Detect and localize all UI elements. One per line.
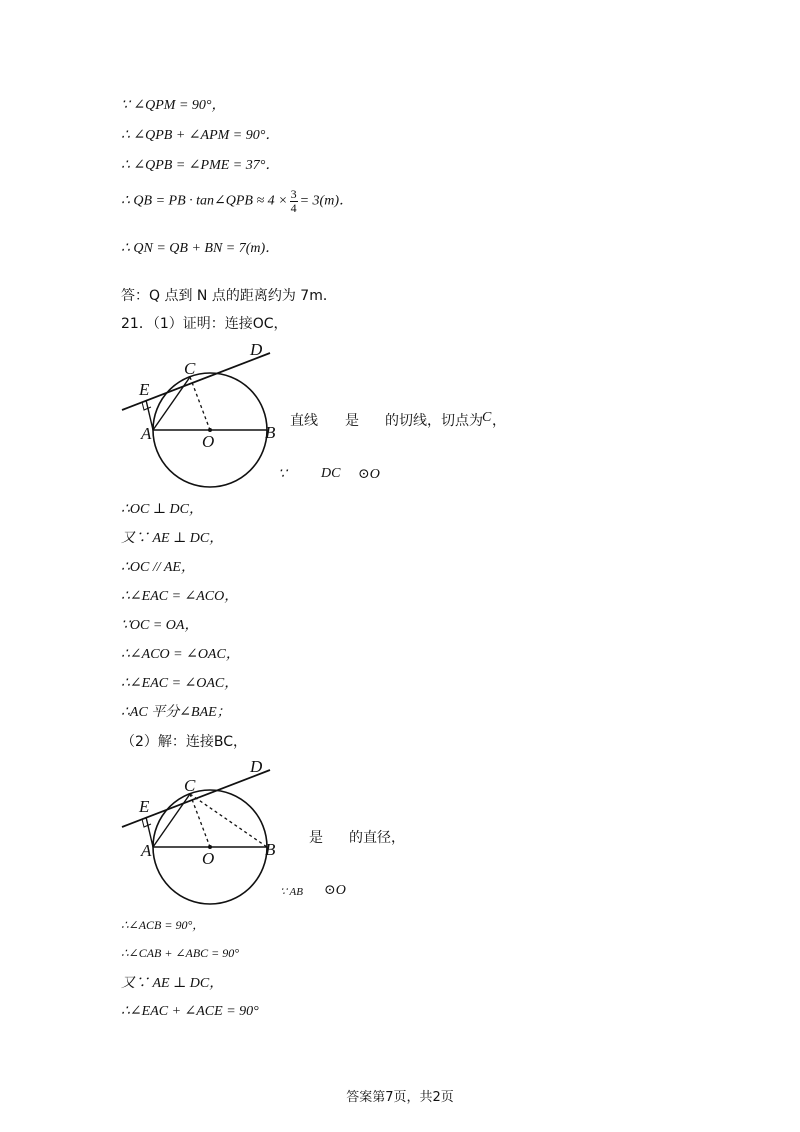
segment-ac	[153, 794, 190, 847]
figure2-text-c: ∵ AB	[280, 886, 303, 898]
page-footer: 答案第7页，共2页	[346, 1090, 454, 1105]
label-o: O	[202, 849, 215, 868]
figure1-text-c: 的切线，切点为	[385, 413, 483, 429]
label-e: E	[139, 797, 150, 816]
figure1-text-b: 是	[345, 413, 359, 429]
label-c: C	[184, 776, 196, 795]
geometry-figure-1	[110, 340, 290, 500]
figure2-text-d: ⊙O	[324, 883, 346, 898]
fraction	[290, 188, 298, 215]
figure1-text-g: DC	[321, 466, 341, 481]
label-b: B	[265, 840, 276, 859]
dashed-bc	[190, 794, 267, 847]
geometry-figure-2	[110, 755, 290, 915]
fraction-numerator: 3	[290, 187, 297, 201]
text-line: ∴∠CAB + ∠ABC = 90°	[121, 946, 240, 960]
label-a: A	[141, 841, 152, 860]
text-line: ∴OC // AE，	[121, 560, 195, 575]
text-fragment: = 3(m)．	[299, 193, 353, 209]
segment-ac	[153, 377, 190, 430]
text-fragment: ∴ QB = PB · tan∠QPB ≈ 4 ×	[121, 193, 288, 209]
figure1-text-e: ，	[492, 413, 506, 429]
problem-heading: 21．（1）证明：连接OC，	[121, 316, 288, 332]
figure2-text-b: 的直径，	[349, 830, 405, 846]
figure1-text-a: 直线	[290, 413, 318, 429]
text-line: ∴∠ACO = ∠OAC，	[121, 647, 240, 662]
fraction-denominator: 4	[290, 201, 297, 215]
text-line: ∴AC 平分∠BAE；	[121, 705, 231, 720]
figure1-text-h: ⊙O	[358, 467, 380, 482]
label-a: A	[141, 424, 152, 443]
figure2-text-a: 是	[309, 830, 323, 846]
text-line: ∴∠ACB = 90°，	[121, 918, 205, 932]
text-line: ∴ ∠QPB = ∠PME = 37°．	[121, 158, 280, 173]
figure-svg	[110, 755, 290, 915]
text-line: ∴ ∠QPB + ∠APM = 90°．	[121, 128, 280, 143]
figure1-text-d: C	[482, 410, 492, 425]
text-line: ∴∠EAC + ∠ACE = 90°	[121, 1004, 259, 1019]
dashed-oc	[190, 794, 210, 847]
text-line-fraction	[121, 188, 353, 215]
text-line: ∵OC = OA，	[121, 618, 199, 633]
text-line: ∴OC ⊥ DC，	[121, 502, 203, 517]
label-o: O	[202, 432, 215, 451]
text-line: ∴∠EAC = ∠OAC，	[121, 676, 239, 691]
figure-svg	[110, 340, 290, 500]
label-d: D	[250, 340, 263, 359]
problem-subheading: （2）解：连接BC，	[121, 734, 248, 750]
text-line: ∵ ∠QPM = 90°，	[121, 98, 226, 113]
text-line: 又∵ AE ⊥ DC，	[121, 531, 224, 546]
dashed-oc	[190, 377, 210, 430]
label-e: E	[139, 380, 150, 399]
text-line: ∴∠EAC = ∠ACO，	[121, 589, 239, 604]
figure1-text-f: ∵	[278, 467, 287, 482]
text-line: ∴ QN = QB + BN = 7(m)．	[121, 241, 280, 256]
answer-line: 答：Q 点到 N 点的距离约为 7m．	[121, 288, 337, 304]
text-line: 又∵ AE ⊥ DC，	[121, 976, 224, 991]
label-c: C	[184, 359, 196, 378]
label-d: D	[250, 757, 263, 776]
label-b: B	[265, 423, 276, 442]
